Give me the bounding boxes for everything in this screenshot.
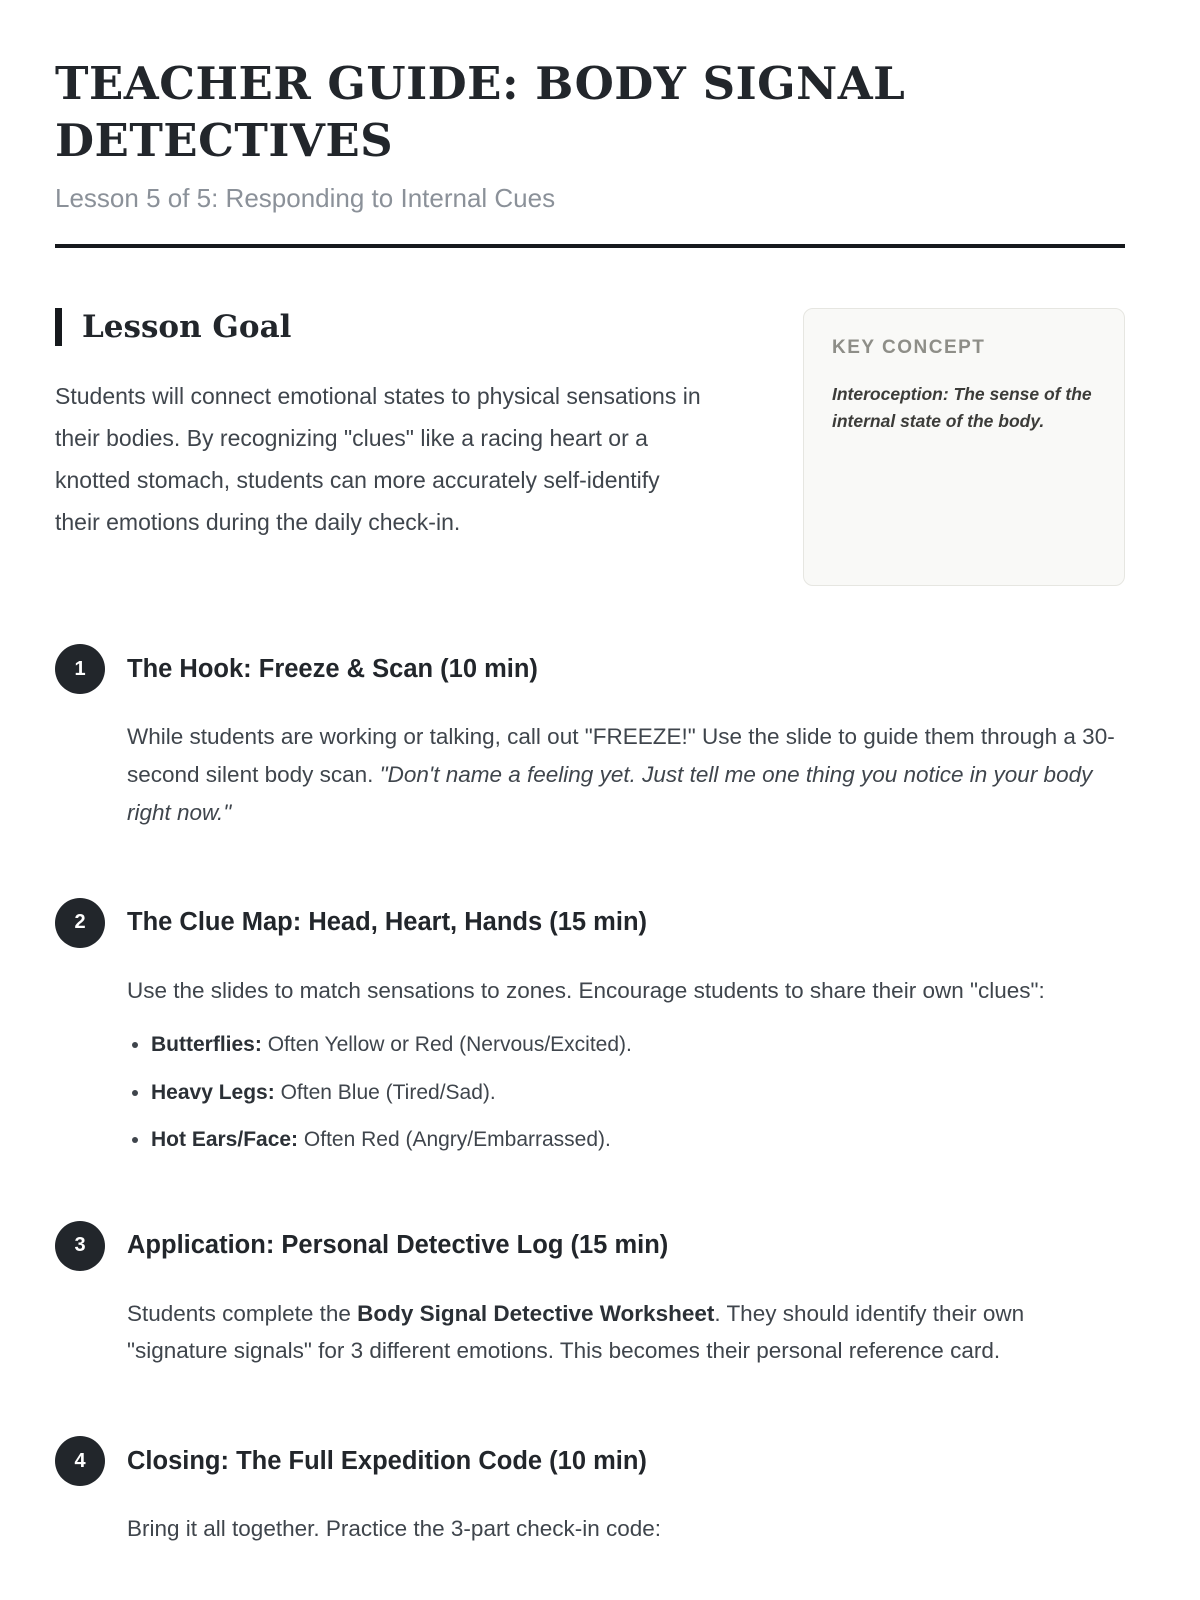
lesson-goal-column: [55, 308, 747, 543]
step-3-number-badge: 3: [55, 1221, 105, 1271]
clue-bullet-lead: Hot Ears/Face:: [151, 1128, 299, 1152]
lesson-goal-text: Students will connect emotional states to physical sensations in their bodies. By recognizing "clues" like a racing heart or a knotted stomach, students can more accurately self-identify their emotions during the daily check-in.: [55, 383, 701, 535]
step-4-body: Bring it all together. Practice the 3-part check-in code:: [127, 1516, 662, 1542]
step-1-body-quote: "Don't name a feeling yet. Just tell me one thing you notice in your body right now.": [127, 762, 1093, 825]
clue-bullet-text: Often Red (Angry/Embarrassed).: [298, 1128, 611, 1152]
step-1: [55, 644, 1125, 831]
step-1-header: [55, 644, 1125, 694]
step-1-body-text: While students are working or talking, call out "FREEZE!" Use the slide to guide them through a 30-second silent body scan.: [127, 724, 1115, 788]
page-subtitle: Lesson 5 of 5: Responding to Internal Cues: [55, 183, 556, 214]
steps-list: [55, 644, 1125, 1548]
clue-bullet-hot-ears: [151, 1126, 1125, 1154]
lesson-goal-heading: [55, 308, 747, 346]
step-3-body: [127, 1295, 1125, 1371]
step-3-body-worksheet: Body Signal Detective Worksheet: [357, 1300, 715, 1326]
step-4: [55, 1436, 1125, 1548]
page-header: [55, 55, 1125, 214]
clue-bullet-lead: Heavy Legs:: [151, 1080, 275, 1104]
header-divider: [55, 244, 1125, 248]
clue-bullet-text: Often Blue (Tired/Sad).: [274, 1080, 496, 1104]
clue-bullet-lead: Butterflies:: [151, 1033, 262, 1057]
step-3-header: [55, 1221, 1125, 1271]
step-4-title: Closing: The Full Expedition Code (10 min): [127, 1446, 647, 1475]
clue-bullet-text: Often Yellow or Red (Nervous/Excited).: [261, 1033, 632, 1057]
step-1-number-badge: 1: [55, 644, 105, 694]
step-2-title: The Clue Map: Head, Heart, Hands (15 min): [127, 908, 648, 937]
step-3: [55, 1221, 1125, 1371]
step-4-header: [55, 1436, 1125, 1486]
clue-bullet-butterflies: [151, 1031, 1125, 1059]
step-3-body-post: . They should identify their own "signature signals" for 3 different emotions. This becomes their personal reference card.: [127, 1300, 1025, 1364]
heading-accent-bar: [55, 308, 62, 346]
lesson-goal-heading-text: Lesson Goal: [82, 309, 292, 346]
step-1-body: [127, 718, 1125, 831]
step-4-number-badge: 4: [55, 1436, 105, 1486]
key-concept-label: KEY CONCEPT: [832, 337, 986, 359]
step-2: [55, 898, 1125, 1155]
step-2-body: Use the slides to match sensations to zones. Encourage students to share their own "clues":: [127, 977, 1045, 1003]
key-concept-text: Interoception: The sense of the internal state of the body.: [832, 384, 1092, 432]
clue-list: [127, 1031, 1125, 1154]
lesson-goal-section: [55, 308, 1125, 586]
page-title: TEACHER GUIDE: BODY SIGNAL DETECTIVES: [55, 57, 906, 168]
step-2-header: [55, 898, 1125, 948]
clue-bullet-heavy-legs: [151, 1079, 1125, 1107]
step-3-body-pre: Students complete the: [127, 1300, 358, 1326]
key-concept-card: [803, 308, 1125, 586]
step-3-title: Application: Personal Detective Log (15 min): [127, 1231, 669, 1259]
step-1-title: The Hook: Freeze & Scan (10 min): [127, 654, 538, 683]
step-2-number-badge: 2: [55, 898, 105, 948]
